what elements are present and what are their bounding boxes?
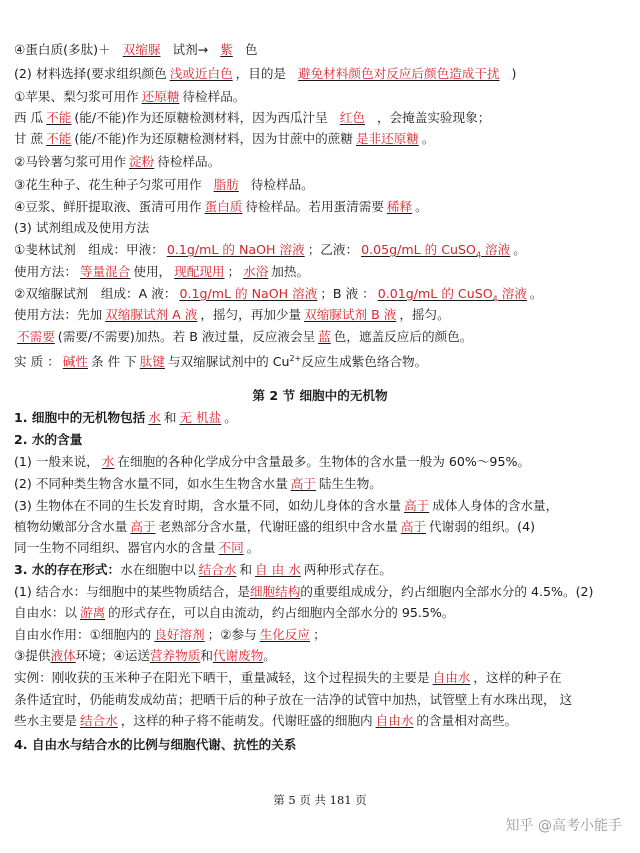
heading-ratio: 4. 自由水与结合水的比例与细胞代谢、抗性的关系 bbox=[14, 737, 297, 752]
line-material-selection: (2) 材料选择(要求组织颜色 浅或近白色 ，目的是 避免材料颜色对反应后颜色造成干扰 ) bbox=[14, 66, 517, 81]
watermark: 知乎 @高考小能手 bbox=[505, 818, 622, 834]
heading-water-content: 2. 水的含量 bbox=[14, 432, 83, 447]
line-example-3: 些水主要是 结合水 ，这样的种子将不能萌发。代谢旺盛的细胞内 自由水 的含量相对高些。 bbox=[14, 713, 518, 728]
line-soymilk: ④豆浆、鲜肝提取液、蛋清可用作 蛋白质 待检样品。若用蛋清需要 稀释 。 bbox=[14, 199, 428, 214]
section-title: 第 2 节 细胞中的无机物 bbox=[252, 388, 388, 403]
line-sugarcane: 甘 蔗 不能 (能/不能)作为还原糖检测材料，因为甘蔗中的蔗糖 是非还原糖 。 bbox=[14, 131, 435, 146]
line-essence: 实 质 ： 碱性 条 件 下 肽键 与双缩脲试剂中的 $Cu^{2+}$反应生成紫色络合物。 bbox=[14, 354, 428, 370]
line-inorganic: 1. 细胞中的无机物包括 水 和 无 机盐 。 bbox=[14, 410, 237, 425]
line-heating: 不需要 (需要/不需要)加热。若 B 液过量，反应液会呈 蓝 色，遮盖反应后的颜色。 bbox=[17, 329, 473, 344]
line-species: (2) 不同种类生物含水量不同，如水生生物含水量 高于 陆生生物。 bbox=[14, 476, 382, 491]
line-growth-stage: (3) 生物体在不同的生长发育时期，含水量不同，如幼儿身体的含水量 高于 成体人身体的含水量， bbox=[14, 498, 559, 513]
line-free-water-role-2: ③提供液体环境；④运送营养物质和代谢废物。 bbox=[14, 648, 276, 663]
line-apple-pear: ①苹果、梨匀浆可用作 还原糖 待检样品。 bbox=[14, 89, 246, 104]
line-biuret-composition: ②双缩脲试剂 组成：A 液： 0.1g/mL 的 NaOH 溶液 ；B 液 ： 0.01g/mL 的 CuSO$_4$ 溶液 。 bbox=[14, 286, 543, 304]
line-protein-test: ④蛋白质(多肽)＋ 双缩脲 试剂→ 紫 色 bbox=[14, 42, 258, 57]
line-biuret-usage: 使用方法：先加 双缩脲试剂 A 液 ，摇匀，再加少量 双缩脲试剂 B 液 ，摇匀。 bbox=[14, 307, 450, 322]
line-fehling-usage: 使用方法： 等量混合 使用， 现配现用 ； 水浴 加热。 bbox=[14, 264, 310, 279]
line-water-most: (1) 一般来说， 水 在细胞的各种化学成分中含量最多。生物体的含水量一般为 60%～95%。 bbox=[14, 454, 531, 469]
line-potato: ②马铃薯匀浆可用作 淀粉 待检样品。 bbox=[14, 154, 221, 169]
page-footer: 第 5 页 共 181 页 bbox=[273, 793, 367, 807]
line-organ: 同一生物不同组织、器官内水的含量 不同 。 bbox=[14, 540, 260, 555]
line-forms: 3. 水的存在形式：水在细胞中以 结合水 和 自 由 水 两种形式存在。 bbox=[14, 562, 392, 577]
line-example-2: 条件适宜时，仍能萌发成幼苗；把晒干后的种子放在一洁净的试管中加热，试管壁上有水珠出现， 这 bbox=[14, 692, 573, 707]
line-free-water-role: 自由水作用：①细胞内的 良好溶剂 ；②参与 生化反应 ； bbox=[14, 627, 326, 642]
line-free-water: 自由水：以 游离 的形式存在，可以自由流动，约占细胞内全部水分的 95.5%。 bbox=[14, 605, 455, 620]
line-watermelon: 西 瓜 不能 (能/不能)作为还原糖检测材料，因为西瓜汁呈 红色 ，会掩盖实验现象； bbox=[14, 110, 491, 125]
line-fehling-composition: ①斐林试剂 组成：甲液： 0.1g/mL 的 NaOH 溶液 ；乙液： 0.05g/mL 的 CuSO$_4$ 溶液 。 bbox=[14, 242, 526, 260]
line-example-1: 实例：刚收获的玉米种子在阳光下晒干，重量减轻，这个过程损失的主要是 自由水 ，这样的种子在 bbox=[14, 670, 562, 685]
line-tissue: 植物幼嫩部分含水量 高于 老熟部分含水量，代谢旺盛的组织中含水量 高于 代谢弱的组织。(4) bbox=[14, 519, 535, 534]
line-reagent-heading: (3) 试剂组成及使用方法 bbox=[14, 220, 150, 235]
line-bound-water: (1) 结合水：与细胞中的某些物质结合，是细胞结构的重要组成成分，约占细胞内全部水分的 4.5%。(2) bbox=[14, 584, 594, 599]
line-peanut: ③花生种子、花生种子匀浆可用作 脂肪 待检样品。 bbox=[14, 177, 314, 192]
